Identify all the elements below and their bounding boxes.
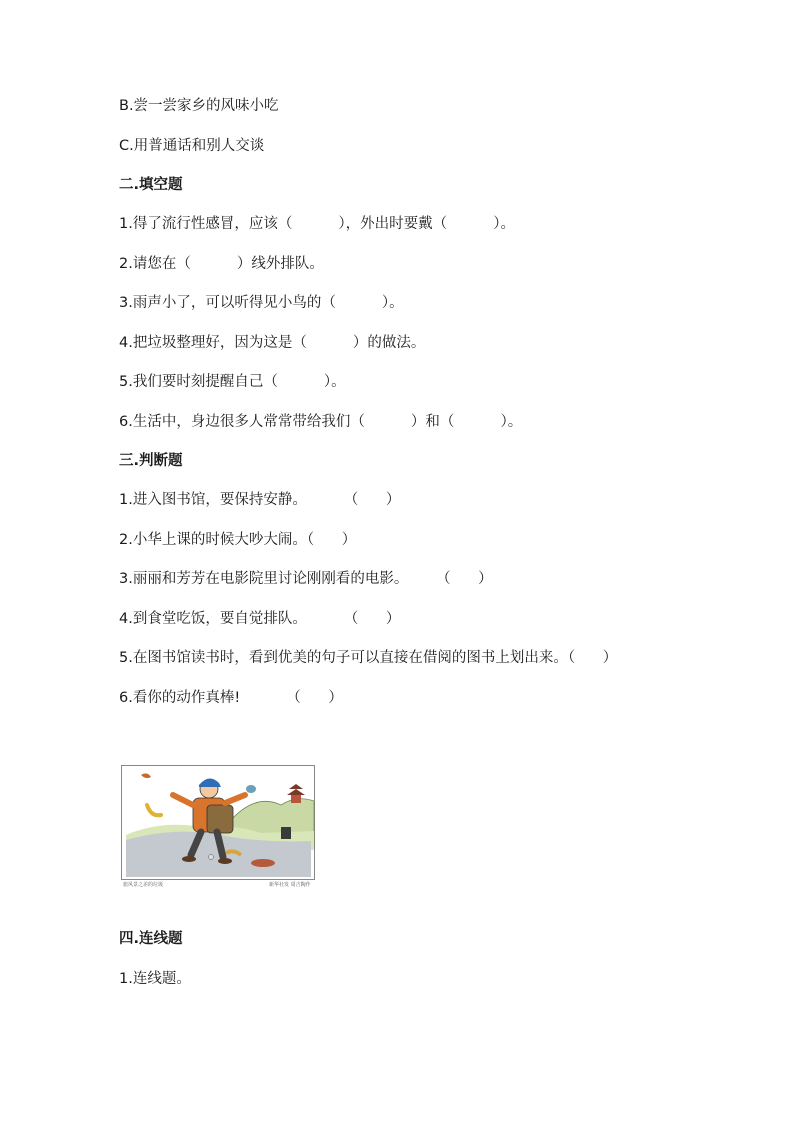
option-b: B.尝一尝家乡的风味小吃: [119, 98, 279, 114]
judge-question-4: 4.到食堂吃饭，要自觉排队。 （ ）: [119, 611, 401, 627]
judge-question-1: 1.进入图书馆，要保持安静。 （ ）: [119, 492, 401, 508]
section-fill-title: 二.填空题: [119, 177, 183, 193]
fill-question-5: 5.我们要时刻提醒自己（ ）。: [119, 374, 346, 390]
cartoon-illustration: [121, 765, 315, 883]
fill-question-1: 1.得了流行性感冒，应该（ ），外出时要戴（ ）。: [119, 216, 516, 232]
judge-question-3: 3.丽丽和芳芳在电影院里讨论刚刚看的电影。 （ ）: [119, 571, 493, 587]
littering-cartoon-image: [121, 765, 315, 890]
option-c: C.用普通话和别人交谈: [119, 138, 265, 154]
caption-right: 新华社发 周吉陶作: [269, 882, 311, 888]
section-judge-title: 三.判断题: [119, 453, 183, 469]
judge-question-2: 2.小华上课的时候大吵大闹。（ ）: [119, 532, 357, 548]
fill-question-2: 2.请您在（ ）线外排队。: [119, 256, 324, 272]
caption-left: 旅风景之差的垃圾: [123, 882, 164, 888]
fill-question-3: 3.雨声小了，可以听得见小鸟的（ ）。: [119, 295, 404, 311]
judge-question-6: 6.看你的动作真棒! （ ）: [119, 690, 343, 706]
section-match-title: 四.连线题: [119, 931, 183, 947]
fill-question-6: 6.生活中，身边很多人常常带给我们（ ）和（ ）。: [119, 414, 523, 430]
fill-question-4: 4.把垃圾整理好，因为这是（ ）的做法。: [119, 335, 426, 351]
judge-question-5: 5.在图书馆读书时，看到优美的句子可以直接在借阅的图书上划出来。（ ）: [119, 650, 618, 666]
match-question-1: 1.连线题。: [119, 971, 191, 987]
